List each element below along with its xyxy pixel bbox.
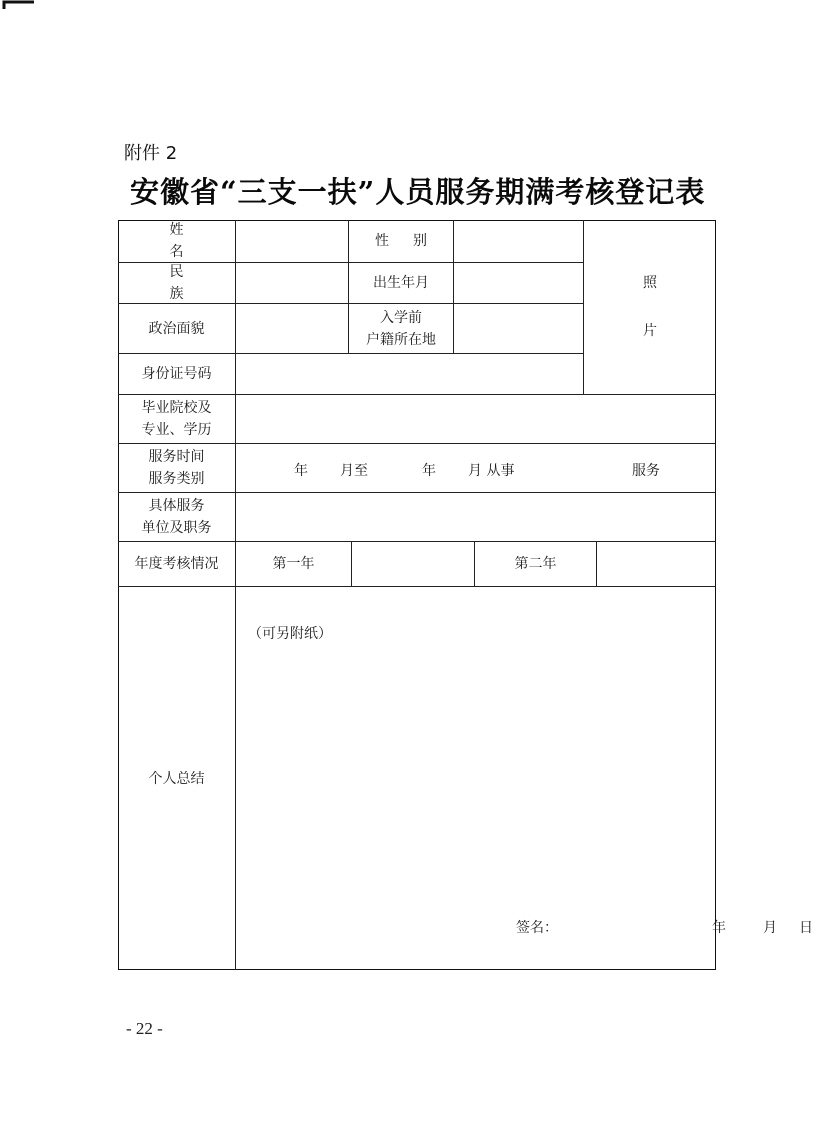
photo-char-2: 片: [643, 323, 657, 339]
gender-label: 性别: [375, 233, 451, 249]
gender-label-cell: [349, 220, 453, 262]
service-start-month-to: 月至: [340, 463, 368, 479]
date-year-label: 年: [712, 920, 726, 936]
name-input[interactable]: [236, 220, 348, 262]
page-number: - 22 -: [126, 1019, 163, 1038]
school-label-line1: 毕业院校及: [141, 400, 212, 416]
school-label-line2: 专业、学历: [141, 422, 212, 438]
service-time-label-line1: 服务时间: [148, 449, 205, 465]
political-label: 政治面貌: [148, 320, 205, 337]
service-time-label-line2: 服务类别: [148, 471, 205, 487]
political-input[interactable]: [236, 304, 348, 353]
ethnicity-label-cell: [118, 263, 235, 303]
ethnicity-label: 民族: [169, 264, 214, 302]
unit-label-line2: 单位及职务: [141, 520, 212, 536]
school-input[interactable]: [236, 395, 716, 443]
service-period-field[interactable]: [236, 444, 716, 492]
photo-char-1: 照: [643, 275, 657, 291]
registration-form-table: [118, 220, 813, 970]
name-label: 姓名: [169, 222, 214, 260]
date-month-label: 月: [763, 920, 777, 936]
first-year-label: 第一年: [272, 556, 315, 572]
service-start-year: 年: [294, 463, 308, 479]
first-year-input[interactable]: [352, 542, 474, 586]
scan-corner-mark: [2, 0, 36, 10]
signature-label: 签名：: [516, 920, 558, 936]
summary-note: （可另附纸）: [248, 626, 332, 642]
school-label-cell: [118, 395, 235, 443]
second-year-input[interactable]: [597, 542, 716, 586]
hukou-label-cell: [349, 304, 453, 353]
hukou-label-line2: 户籍所在地: [366, 331, 436, 348]
unit-label-cell: [118, 493, 235, 541]
photo-cell[interactable]: [584, 220, 716, 394]
summary-label: 个人总结: [148, 770, 205, 787]
service-type-suffix: 服务: [632, 463, 660, 479]
second-year-label: 第二年: [514, 556, 557, 572]
unit-label-line1: 具体服务: [148, 498, 205, 514]
id-label: 身份证号码: [141, 366, 212, 382]
id-input[interactable]: [236, 354, 583, 394]
birth-input[interactable]: [454, 263, 583, 303]
name-label-cell: [118, 220, 235, 262]
hukou-input[interactable]: [454, 304, 583, 353]
summary-input[interactable]: [236, 587, 813, 970]
service-end-month-engaged: 月 从事: [468, 463, 515, 479]
gender-input[interactable]: [454, 220, 583, 262]
service-end-year: 年: [422, 463, 436, 479]
date-day-label: 日: [799, 920, 813, 936]
ethnicity-input[interactable]: [236, 263, 348, 303]
birth-label: 出生年月: [373, 275, 429, 291]
unit-input[interactable]: [236, 493, 716, 541]
form-title: 安徽省“三支一扶”人员服务期满考核登记表: [130, 175, 706, 209]
hukou-label-line1: 入学前: [380, 309, 422, 326]
attachment-label: 附件 2: [124, 143, 178, 164]
annual-review-label: 年度考核情况: [134, 556, 219, 572]
service-time-label-cell: [118, 444, 235, 492]
